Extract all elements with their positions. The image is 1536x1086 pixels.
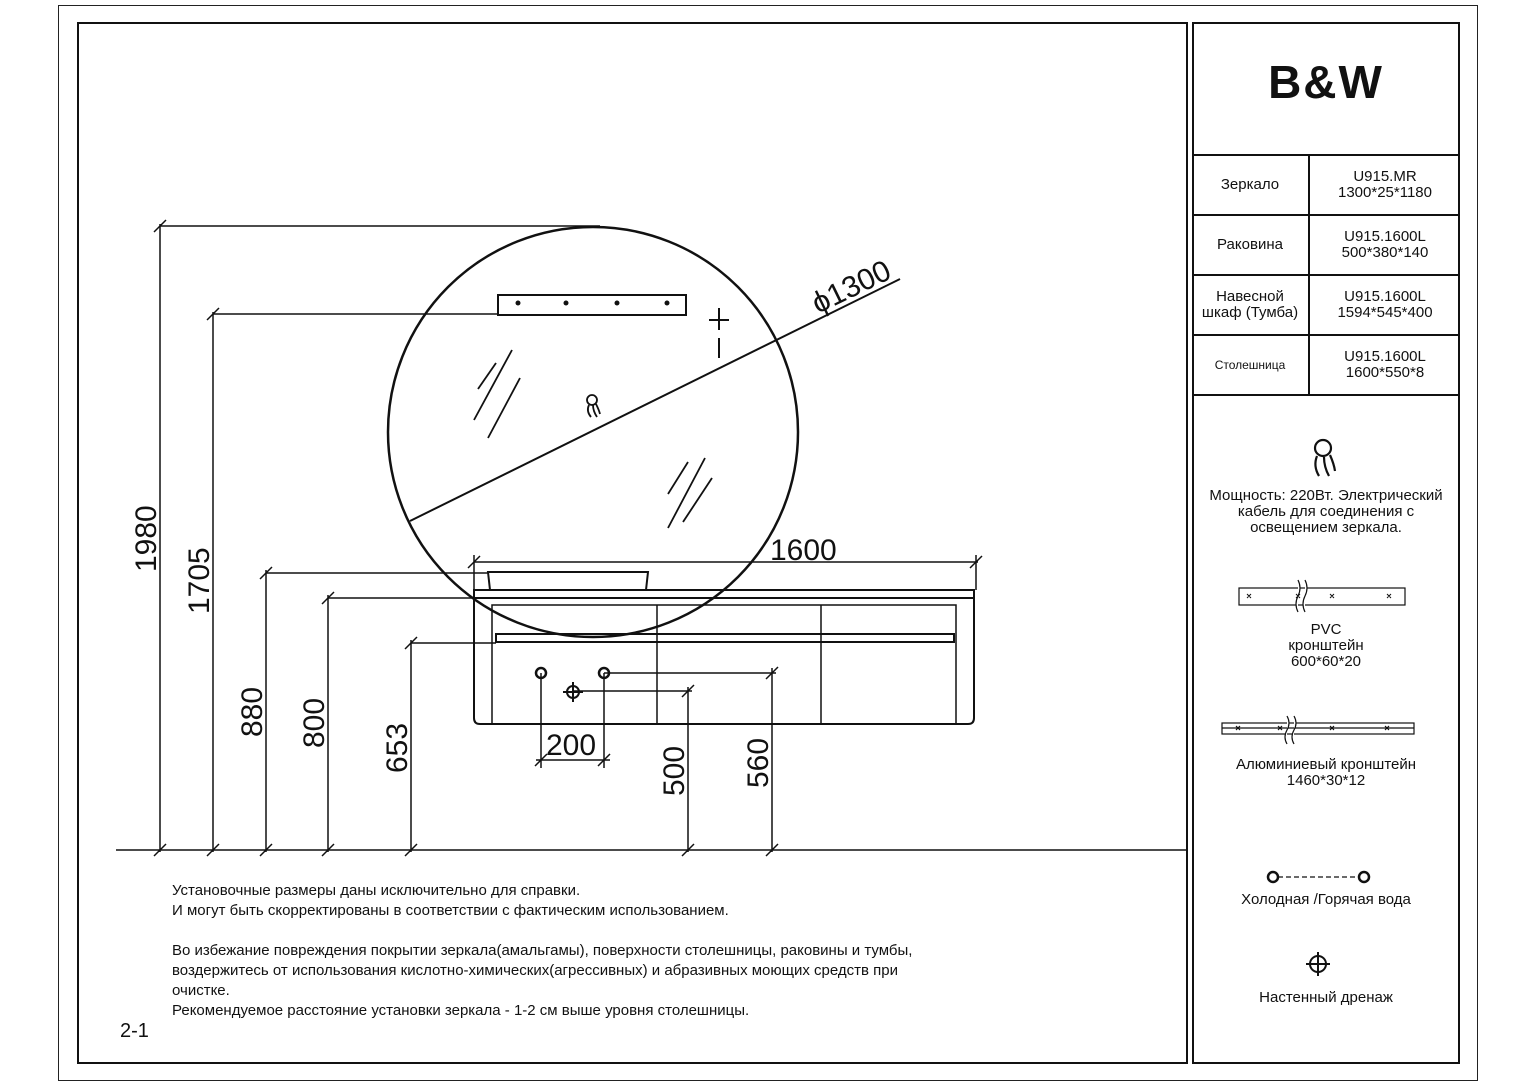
brand-logo: B&W [1268,56,1384,108]
cabinet [474,598,974,724]
legend-power-icon [1315,440,1335,476]
table-row [1192,215,1460,275]
spec-name: Зеркало [1192,155,1309,215]
legend-pvc-icon [1239,580,1405,612]
spec-name: Столешница [1192,335,1309,395]
legend-pvc-text: PVC кронштейн 600*60*20 [1288,621,1364,670]
legend-drain-icon [1306,952,1330,976]
legend-power-text: Мощность: 220Вт. Электрический кабель для соединения с освещением зеркала. [1209,487,1443,536]
spec-name: Навесной шкаф (Тумба) [1192,275,1309,335]
legend-water-text: Холодная /Горячая вода [1241,891,1411,908]
legend-alu-text: Алюминиевый кронштейн 1460*30*12 [1235,756,1417,789]
spec-value: U915.1600L 500*380*140 [1309,215,1460,275]
spec-value: U915.1600L 1594*545*400 [1309,275,1460,335]
mirror-glare [474,350,712,528]
dim-200: 200 [546,729,597,762]
note-line: Рекомендуемое расстояние установки зеркала - 1-2 см выше уровня столешницы. [172,1002,750,1019]
note-line: И могут быть скорректированы в соответствии с фактическим использованием. [172,902,729,919]
dim-880: 880 [236,686,269,737]
spec-name: Раковина [1192,215,1309,275]
dim-800: 800 [298,697,331,748]
dim-width: 1600 [770,534,837,567]
dim-1980: 1980 [130,505,163,572]
power-cable-icon [587,395,600,417]
legend-drain-text: Настенный дренаж [1259,989,1393,1006]
legend-water-icon [1268,872,1369,882]
note-line: Установочные размеры даны исключительно для справки. [172,882,581,899]
legend-alu-icon [1222,716,1414,744]
spec-value: U915.1600L 1600*550*8 [1309,335,1460,395]
basin [488,572,648,590]
page-number: 2-1 [120,1020,149,1042]
installation-notes [172,881,1152,1021]
note-line: очистке. [172,982,230,999]
table-row [1192,335,1460,395]
dim-1705: 1705 [183,547,216,614]
dim-560: 560 [742,737,775,788]
pvc-bracket-drawing [498,295,686,315]
table-row [1192,275,1460,335]
legend-pvc-marks [1247,594,1391,598]
dim-500: 500 [658,745,691,796]
spec-value: U915.MR 1300*25*1180 [1309,155,1460,215]
table-row [1192,155,1460,215]
note-line: Во избежание повреждения покрытии зеркала(амальгамы), поверхности столешницы, раковины и тумбы, [172,942,913,959]
spec-table [1192,154,1460,396]
mirror-circle [388,227,798,637]
note-line: воздержитесь от использования кислотно-химических(агрессивных) и абразивных моющих средств при [172,962,898,979]
dim-diameter: ϕ1300 [806,254,897,321]
dim-653: 653 [381,722,414,773]
